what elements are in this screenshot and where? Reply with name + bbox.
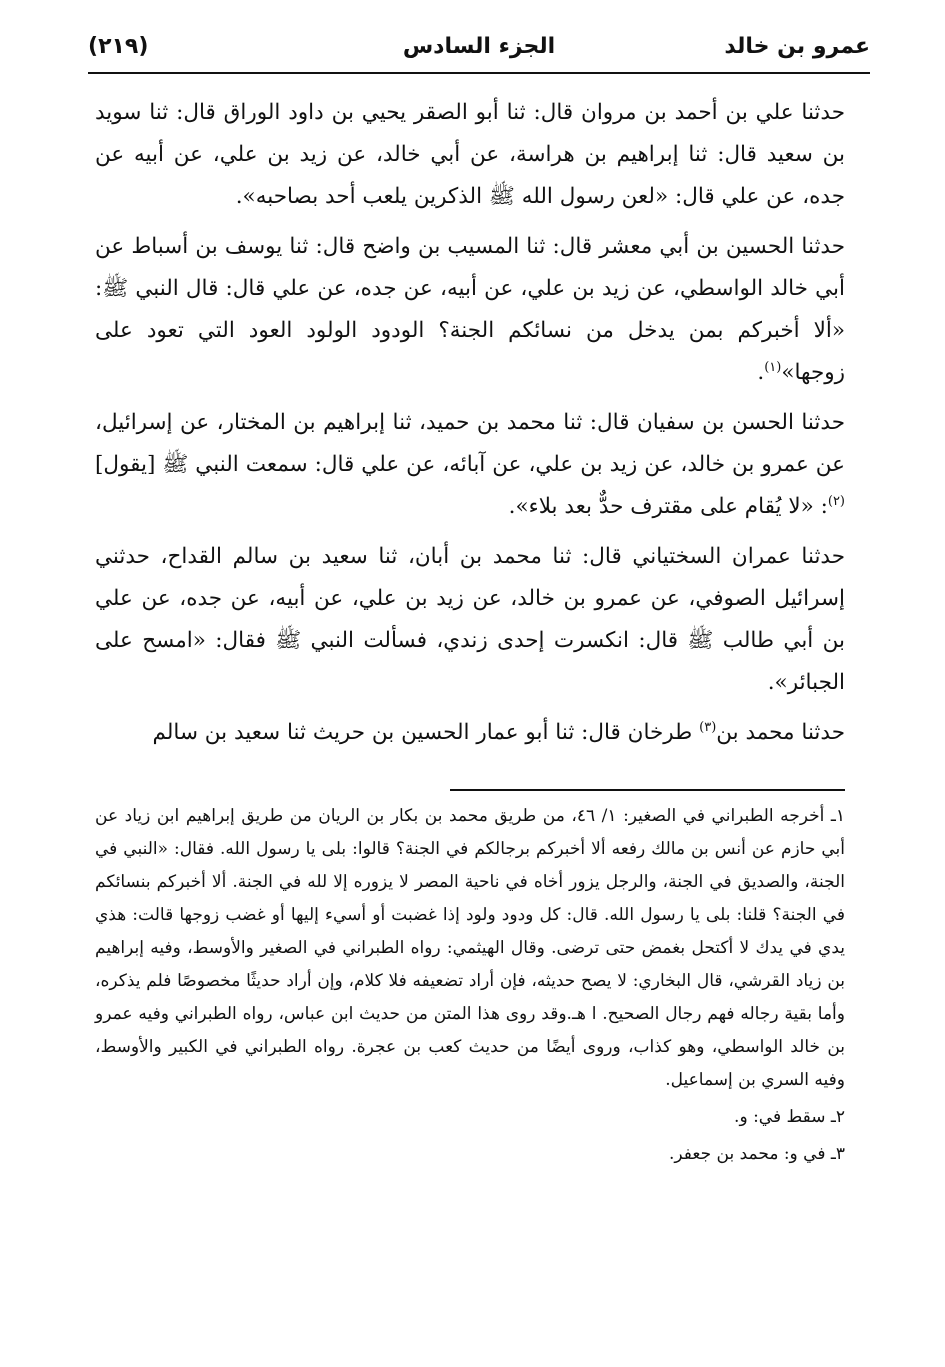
footnotes: [95, 800, 845, 1171]
paragraph-text: حدثنا علي بن أحمد بن مروان قال: ثنا أبو الصقر يحيي بن داود الوراق قال: ثنا سويد بن سعيد قال: ثنا إبراهيم بن هراسة، عن أبي خالد، عن زيد بن علي، عن أبيه عن جده، عن علي قال: «لعن رسول الله ﷺ الذكرين يلعب أحد بصاحبه».: [95, 100, 845, 209]
hadith-paragraph: [95, 712, 845, 754]
main-text: [95, 92, 845, 754]
footnote-item: ١ـ أخرجه الطبراني في الصغير: ١/ ٤٦، من طريق محمد بن بكار بن الريان من طريق إبراهيم ابن زياد عن أبي حازم عن أنس بن مالك رفعه ألا أخبركم برجالكم في الجنة؟ قالوا: بلى يا رسول الله. فقال: «النبي في الجنة، والصديق في الجنة، والرجل يزور أخاه في ناحية المصر لا يزوره إلا لله في الجنة. ألا أخبركم بنسائكم في الجنة؟ قلنا: بلى يا رسول الله. قال: كل ودود ولود إذا غضبت أو أسيء إليها أو غضب زوجها قالت: هذي يدي في يدك لا أكتحل بغمض حتى ترضى. وقال الهيثمي: رواه الطبراني في الصغير والأوسط، وفيه إبراهيم بن زياد القرشي، قال البخاري: لا يصح حديثه، فإن أراد تضعيفه فلا كلام، وإن أراد حديثًا مخصوصًا فلم يذكره، وأما بقية رجاله فهم رجال الصحيح. ا هـ.وقد روى هذا المتن من حديث ابن عباس، رواه الطبراني وفيه عمرو بن خالد الواسطي، وهو كذاب، وروى أيضًا من حديث كعب بن عجرة. رواه الطبراني في الكبير والأوسط، وفيه السري بن إسماعيل.: [95, 806, 845, 1090]
paragraph-tail: : «لا يُقام على مقترف حدٌّ بعد بلاء».: [508, 494, 828, 519]
paragraph-tail: طرخان قال: ثنا أبو عمار الحسين بن حريث ثنا سعيد بن سالم: [152, 720, 700, 745]
footnote-marker[interactable]: (٣): [699, 719, 717, 735]
hadith-paragraph: [95, 226, 845, 394]
paragraph-text: حدثنا عمران السختياني قال: ثنا محمد بن أبان، ثنا سعيد بن سالم القداح، حدثني إسرائيل الصوفي، عن عمرو بن خالد، عن زيد بن علي، عن أبيه، عن جده، عن علي بن أبي طالب ﷺ قال: انكسرت إحدى زندي، فسألت النبي ﷺ فقال: «امسح على الجبائر».: [95, 544, 845, 695]
paragraph-text: حدثنا الحسين بن أبي معشر قال: ثنا المسيب بن واضح قال: ثنا يوسف بن أسباط عن أبي خالد الواسطي، عن زيد بن علي، عن أبيه، عن جده، عن علي قال: قال النبي ﷺ: «ألا أخبركم بمن يدخل من نسائكم الجنة؟ الودود الولود العود التي تعود على زوجها»: [95, 234, 845, 385]
footnote-item: ٢ـ سقط في: و.: [734, 1107, 845, 1127]
footnote-divider: [450, 789, 845, 791]
book-title: عمرو بن خالد: [724, 34, 870, 59]
paragraph-text: حدثنا محمد بن: [716, 720, 845, 745]
footnote-marker[interactable]: (٢): [827, 493, 845, 509]
footnote-marker[interactable]: (١): [764, 359, 782, 375]
hadith-paragraph: [95, 536, 845, 704]
hadith-paragraph: [95, 402, 845, 528]
footnote-item: ٣ـ في و: محمد بن جعفر.: [669, 1144, 845, 1164]
page-number: (٢١٩): [88, 34, 149, 59]
hadith-paragraph: [95, 92, 845, 218]
paragraph-tail: .: [757, 360, 765, 385]
running-header: [88, 30, 870, 70]
paragraph-text: حدثنا الحسن بن سفيان قال: ثنا محمد بن حميد، ثنا إبراهيم بن المختار، عن إسرائيل، عن عمرو بن خالد، عن زيد بن علي، عن آبائه، عن علي قال: سمعت النبي ﷺ [يقول]: [95, 410, 845, 477]
part-title: الجزء السادس: [402, 34, 556, 59]
header-divider: [88, 72, 870, 74]
